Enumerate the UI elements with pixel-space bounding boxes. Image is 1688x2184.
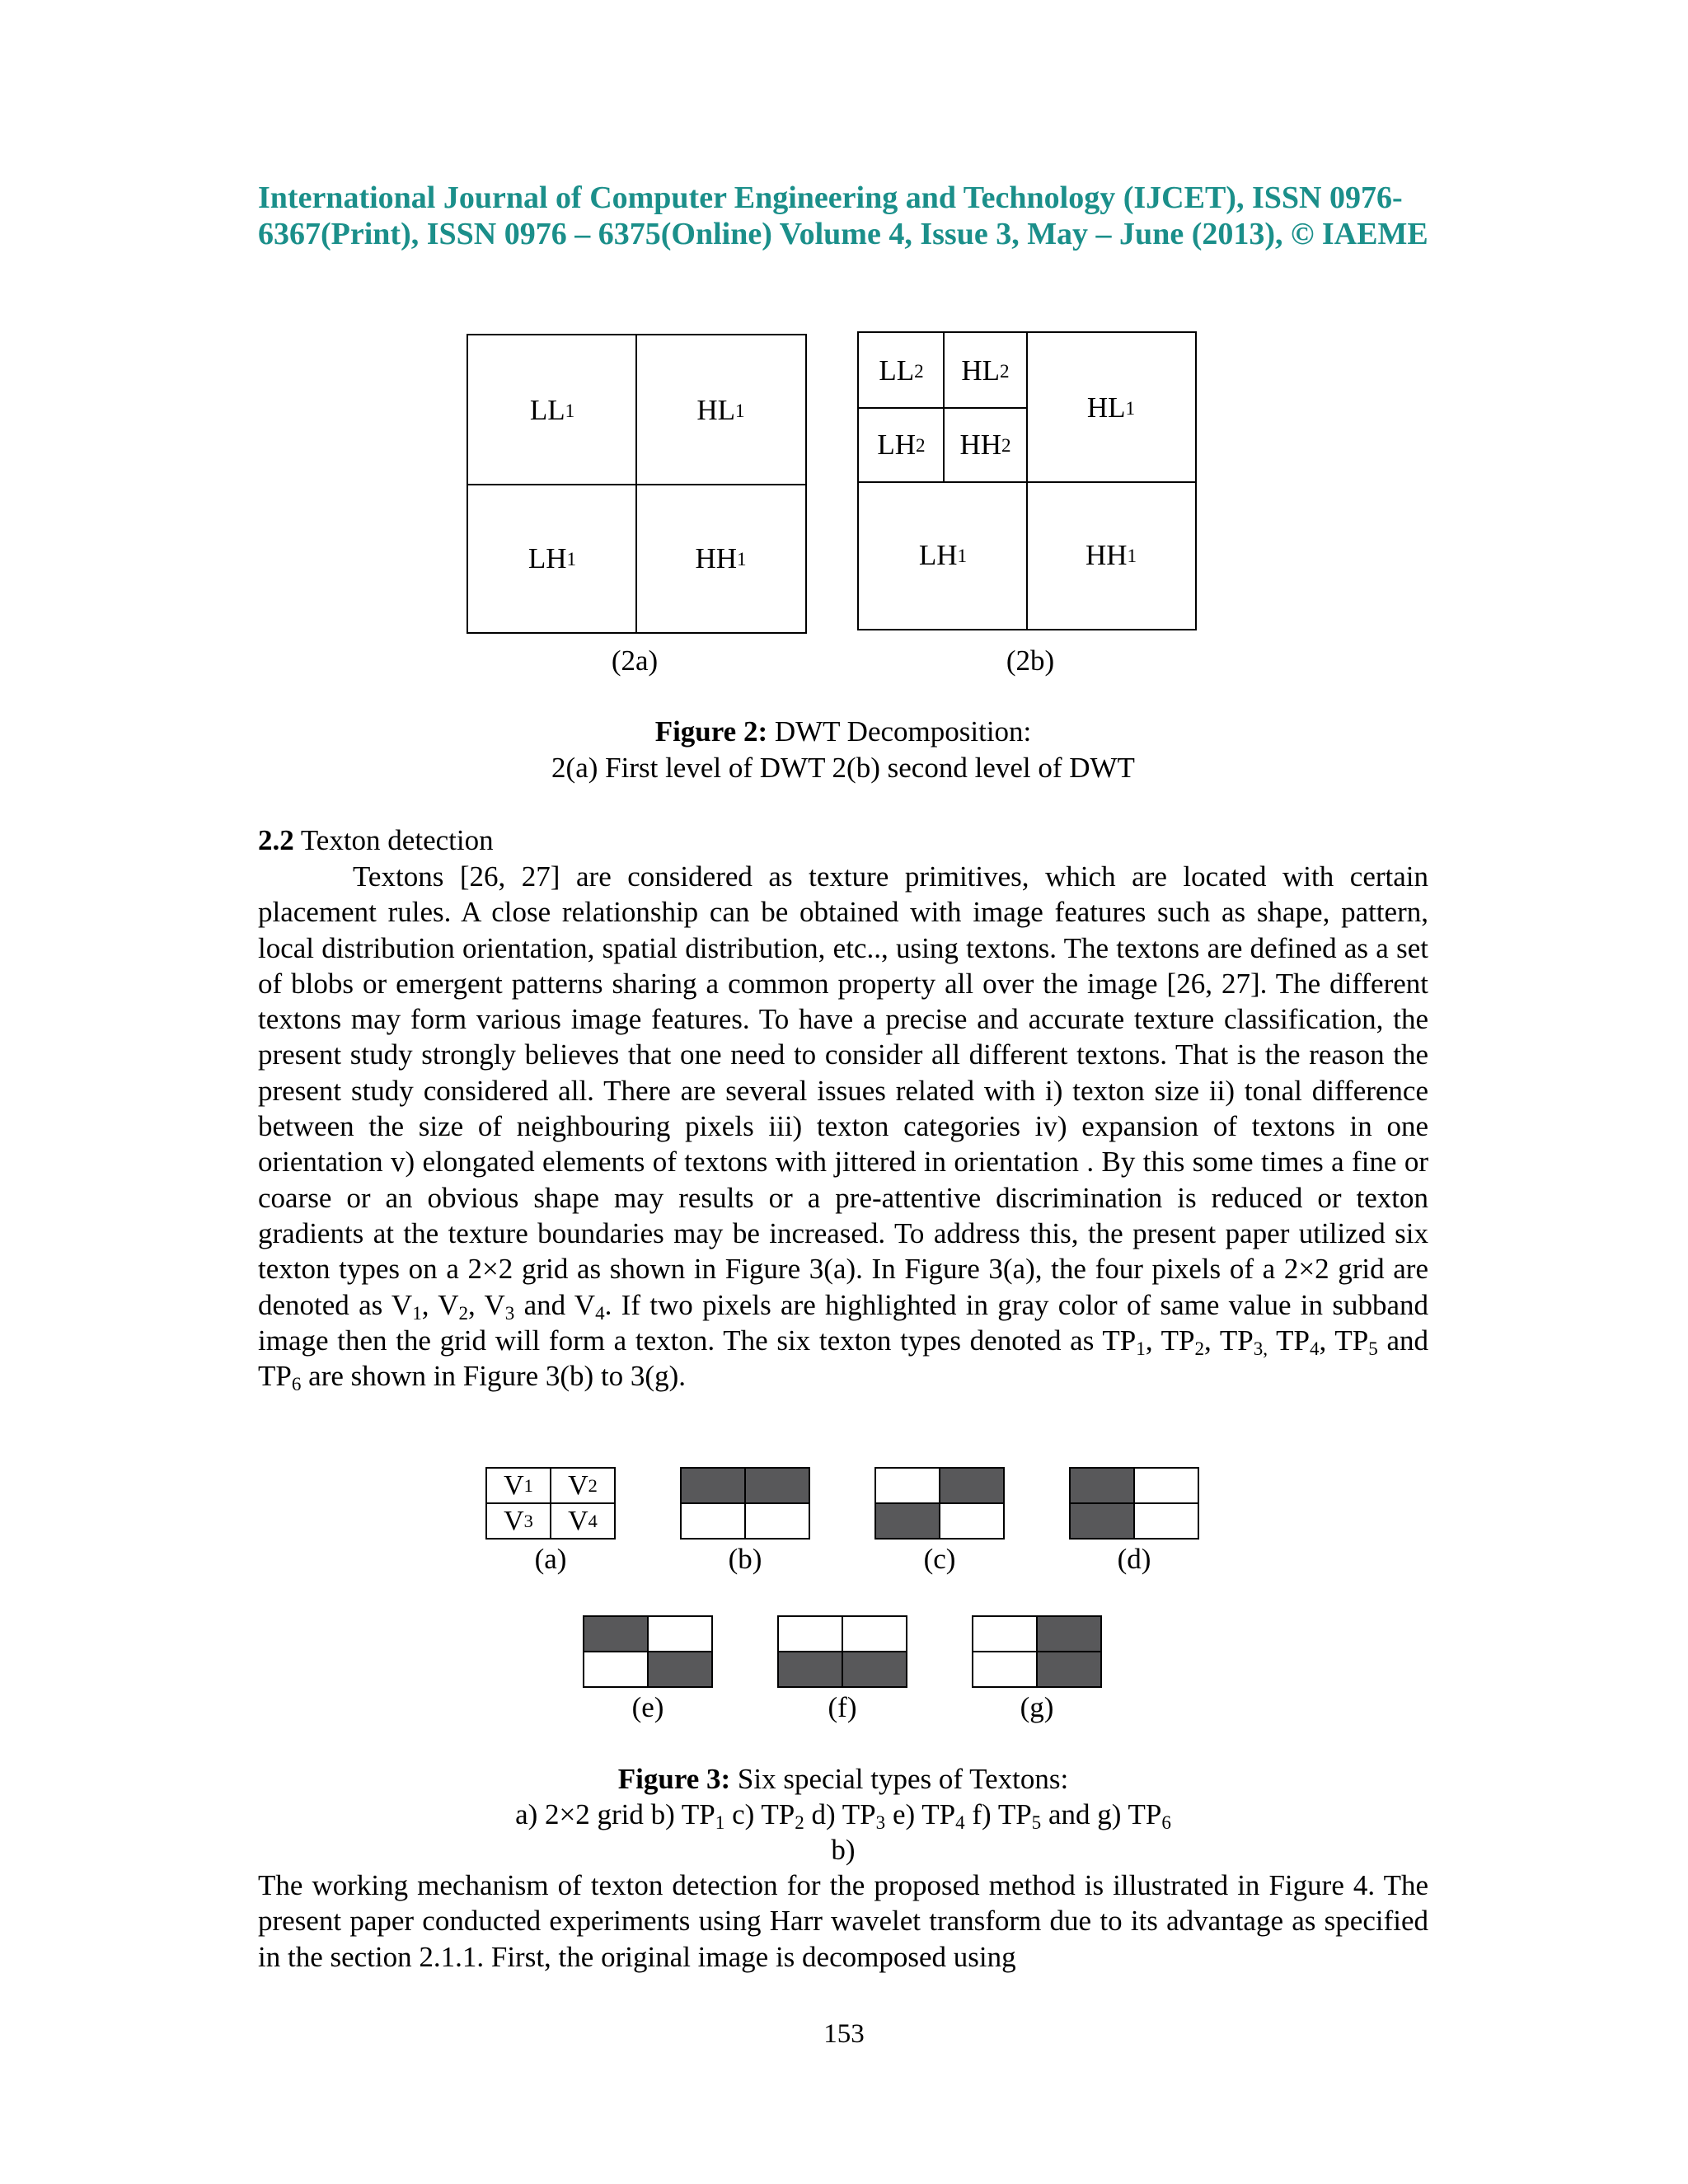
body-paragraph-1: Textons [26, 27] are considered as texture primitives, which are located with certain placement rules. A close relationship can be obtained with image features such as shape, pattern, local distribution orientation, spatial distribution, etc.., using textons. The textons are defined as a set of blobs or emergent patterns sharing a common property all over the image [26, 27]. The different textons may form various image features. To have a precise and accurate texture classification, the present study strongly believes that one need to consider all different textons. That is the reason the present study considered all. There are several issues related with i) texton size ii) tonal difference between the size of neighbouring pixels iii) texton categories iv) expansion of textons in one orientation v) elongated elements of textons with jittered in orientation . By this some times a fine or coarse or an obvious shape may results or a pre-attentive discrimination is reduced or texton gradients at the texture boundaries may be increased. To address this, the present paper utilized six texton types on a 2×2 grid as shown in Figure 3(a). In Figure 3(a), the four pixels of a 2×2 grid are denoted as $V_1$, $V_2$, $V_3$ and $V_4$. If two pixels are highlighted in gray color of same value in subband image then the grid will form a texton. The six texton types denoted as $TP_1$, $TP_2$, $TP_{3,}$ $TP_4$, $TP_5$ and $TP_6$ are shown in Figure 3(b) to 3(g).	[258, 860, 1429, 1394]
texton-tp4	[583, 1615, 713, 1688]
texton-grid-v1: V 1	[487, 1469, 551, 1503]
texton-grid-v3: V 3	[487, 1503, 551, 1538]
figure-2b-hl1: HL 1	[1086, 391, 1136, 424]
body-paragraph-2: The working mechanism of texton detection for the proposed method is illustrated in Figure 4. The present paper conducted experiments using Harr wavelet transform due to its advantage as specified in the section 2.1.1. First, the original image is decomposed using	[258, 1869, 1428, 1973]
figure-2a-hl1: HL 1	[696, 393, 745, 426]
figure-2b-hl2: HL 2	[961, 354, 1010, 387]
figure-2a-lh1: LH 1	[528, 541, 577, 574]
figure-2b-ll2: LL 2	[879, 354, 924, 387]
section-heading	[258, 823, 494, 859]
texton-tp2	[874, 1467, 1005, 1540]
section-number: 2.2	[258, 824, 294, 856]
section-title: Texton detection	[293, 824, 494, 856]
figure-2a-ll1: LL 1	[529, 393, 575, 426]
figure-3g-label: (g)	[1020, 1691, 1054, 1723]
figure-2-caption-line2: 2(a) First level of DWT 2(b) second level of DWT	[551, 752, 1135, 784]
journal-header	[258, 180, 1428, 252]
figure-2a-grid	[467, 334, 807, 634]
figure-2b-hh2: HH 2	[959, 429, 1011, 461]
figure-2a-label: (2a)	[611, 644, 659, 677]
page-number: 153	[823, 2019, 865, 2049]
figure-3b-label: (b)	[728, 1543, 762, 1575]
figure-2a-hh1: HH 1	[695, 541, 747, 574]
figure-3-caption: Figure 3: Six special types of Textons: a) 2×2 grid b) $TP_1$ c) $TP_2$ d) $TP_3$ e) $TP_4$ f) $TP_5$ and g) $TP_6$ b)	[258, 1761, 1428, 1868]
figure-2b-grid	[857, 331, 1197, 630]
figure-2b-hh1: HH 1	[1085, 539, 1137, 571]
figure-2-caption: Figure 2: DWT Decomposition: 2(a) First level of DWT 2(b) second level of DWT	[258, 714, 1428, 786]
figure-2b-label: (2b)	[1006, 644, 1055, 677]
texton-grid-a	[485, 1467, 616, 1540]
figure-3a-label: (a)	[534, 1543, 567, 1575]
texton-tp5	[777, 1615, 907, 1688]
texton-grid-v2: V 2	[551, 1469, 614, 1503]
journal-header-line1: International Journal of Computer Engineering and Technology (IJCET), ISSN 0976-	[258, 180, 1403, 215]
figure-3c-label: (c)	[923, 1543, 956, 1575]
figure-2b-lh2: LH 2	[877, 429, 926, 461]
figure-3-caption-line3: b)	[831, 1834, 856, 1866]
figure-2b-lh1: LH 1	[918, 539, 968, 571]
figure-3f-label: (f)	[828, 1691, 857, 1723]
texton-tp1	[680, 1467, 810, 1540]
figure-3d-label: (d)	[1117, 1543, 1151, 1575]
texton-tp6	[972, 1615, 1102, 1688]
figure-3-caption-line2: a) 2×2 grid b) $TP_1$ c) $TP_2$ d) $TP_3$ e) $TP_4$ f) $TP_5$ and g) $TP_6$	[515, 1798, 1171, 1833]
figure-3-caption-label: Figure 3:	[617, 1763, 731, 1795]
figure-2-caption-label: Figure 2:	[654, 715, 768, 748]
journal-header-line2: 6367(Print), ISSN 0976 – 6375(Online) Volume 4, Issue 3, May – June (2013), © IAEME	[258, 217, 1428, 251]
texton-tp3	[1069, 1467, 1199, 1540]
figure-3e-label: (e)	[631, 1691, 664, 1723]
texton-grid-v4: V 4	[551, 1503, 614, 1538]
